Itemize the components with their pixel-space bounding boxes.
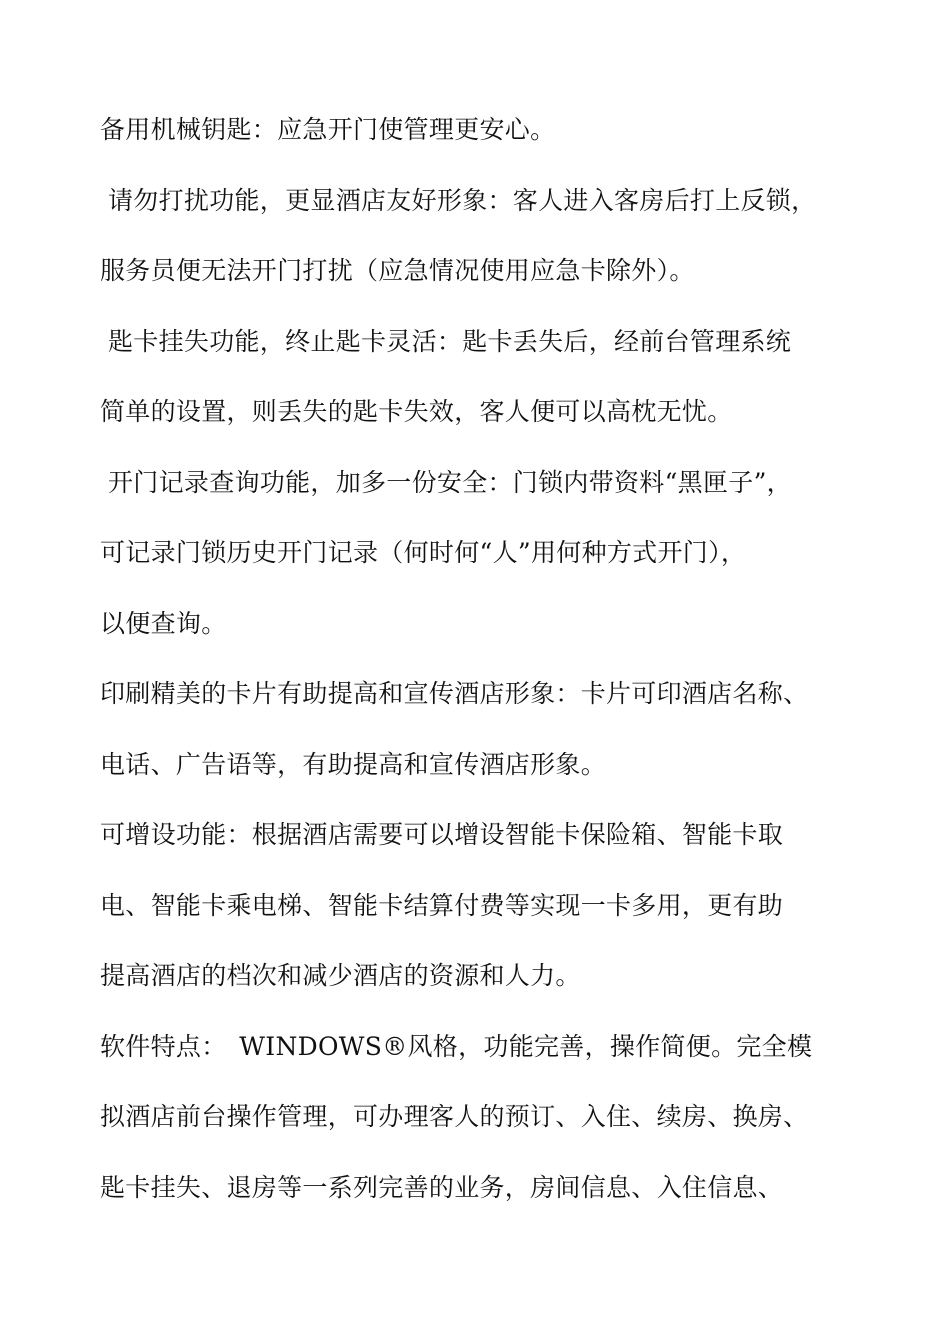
paragraph-line: 印刷精美的卡片有助提高和宣传酒店形象：卡片可印酒店名称、 xyxy=(100,679,809,708)
paragraph-line: 服务员便无法开门打扰（应急情况使用应急卡除外）。 xyxy=(100,256,695,285)
paragraph-line: 电话、广告语等，有助提高和宣传酒店形象。 xyxy=(100,750,607,779)
paragraph-line: 可增设功能：根据酒店需要可以增设智能卡保险箱、智能卡取 xyxy=(100,820,784,849)
paragraph-line: 软件特点： WINDOWS®风格，功能完善，操作简便。完全模 xyxy=(100,1032,813,1061)
paragraph-line: 备用机械钥匙：应急开门使管理更安心。 xyxy=(100,115,556,144)
paragraph-line: 提高酒店的档次和减少酒店的资源和人力。 xyxy=(100,961,581,990)
paragraph-line: 简单的设置，则丢失的匙卡失效，客人便可以高枕无忧。 xyxy=(100,397,733,426)
paragraph-line: 以便查询。 xyxy=(100,609,227,638)
paragraph-line: 匙卡挂失功能，终止匙卡灵活：匙卡丢失后，经前台管理系统 xyxy=(108,327,792,356)
paragraph-line: 可记录门锁历史开门记录（何时何“人”用何种方式开门）， xyxy=(100,538,747,567)
paragraph-line: 拟酒店前台操作管理，可办理客人的预订、入住、续房、换房、 xyxy=(100,1102,809,1131)
paragraph-line: 开门记录查询功能，加多一份安全：门锁内带资料“黑匣子”， xyxy=(108,468,792,497)
paragraph-line: 电、智能卡乘电梯、智能卡结算付费等实现一卡多用，更有助 xyxy=(100,891,784,920)
paragraph-line: 请勿打扰功能，更显酒店友好形象：客人进入客房后打上反锁， xyxy=(108,186,817,215)
paragraph-line: 匙卡挂失、退房等一系列完善的业务，房间信息、入住信息、 xyxy=(100,1173,784,1202)
